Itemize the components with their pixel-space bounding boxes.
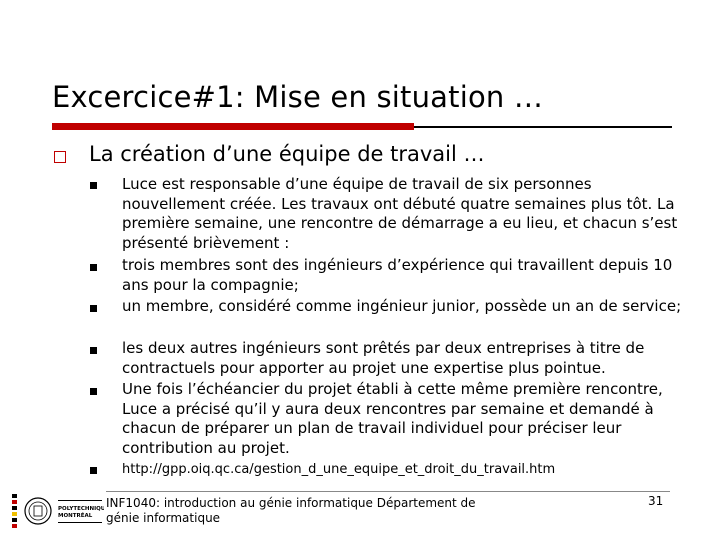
footer-rule: [106, 491, 670, 492]
polytechnique-logo: [12, 494, 104, 530]
slide-title: Excercice#1: Mise en situation …: [52, 80, 544, 114]
sub-bullet-icon: [90, 182, 97, 189]
sub-bullet-icon: [90, 264, 97, 271]
sub-bullet-icon: [90, 347, 97, 354]
sub-bullet-icon: [90, 388, 97, 395]
sub-point: trois membres sont des ingénieurs d’expérience qui travaillent depuis 10 ans pour la compagnie;: [122, 256, 673, 294]
footer-text: INF1040: introduction au génie informatique Département de génie informatique: [106, 496, 476, 525]
sub-point: les deux autres ingénieurs sont prêtés par deux entreprises à titre de contractuels pour apporter au projet une expertise plus pointue.: [122, 339, 645, 377]
hollow-square-bullet-icon: [54, 151, 66, 163]
sub-bullet-icon: [90, 467, 97, 474]
sub-point: Luce est responsable d’une équipe de travail de six personnes nouvellement créée. Les travaux ont débuté quatre semaines plus tôt. La première semaine, une rencontre de démarrage a eu lieu, et chacun s’est présenté brièvement :: [122, 175, 678, 252]
sub-bullet-icon: [90, 305, 97, 312]
sub-point: Une fois l’échéancier du projet établi à cette même première rencontre, Luce a précisé qu’il y aura deux rencontres par semaine et demandé à chacun de préparer un plan de travail individuel pour préciser leur contribution au projet.: [122, 380, 663, 457]
sub-point: un membre, considéré comme ingénieur junior, possède un an de service;: [122, 297, 682, 315]
svg-text:MONTRÉAL: MONTRÉAL: [58, 513, 93, 519]
title-accent-bar: [52, 123, 414, 130]
svg-text:POLYTECHNIQUE: POLYTECHNIQUE: [58, 506, 104, 512]
sub-point-link[interactable]: http://gpp.oiq.qc.ca/gestion_d_une_equipe_et_droit_du_travail.htm: [122, 462, 556, 477]
main-point: La création d’une équipe de travail …: [89, 142, 485, 166]
page-number: 31: [648, 494, 664, 508]
